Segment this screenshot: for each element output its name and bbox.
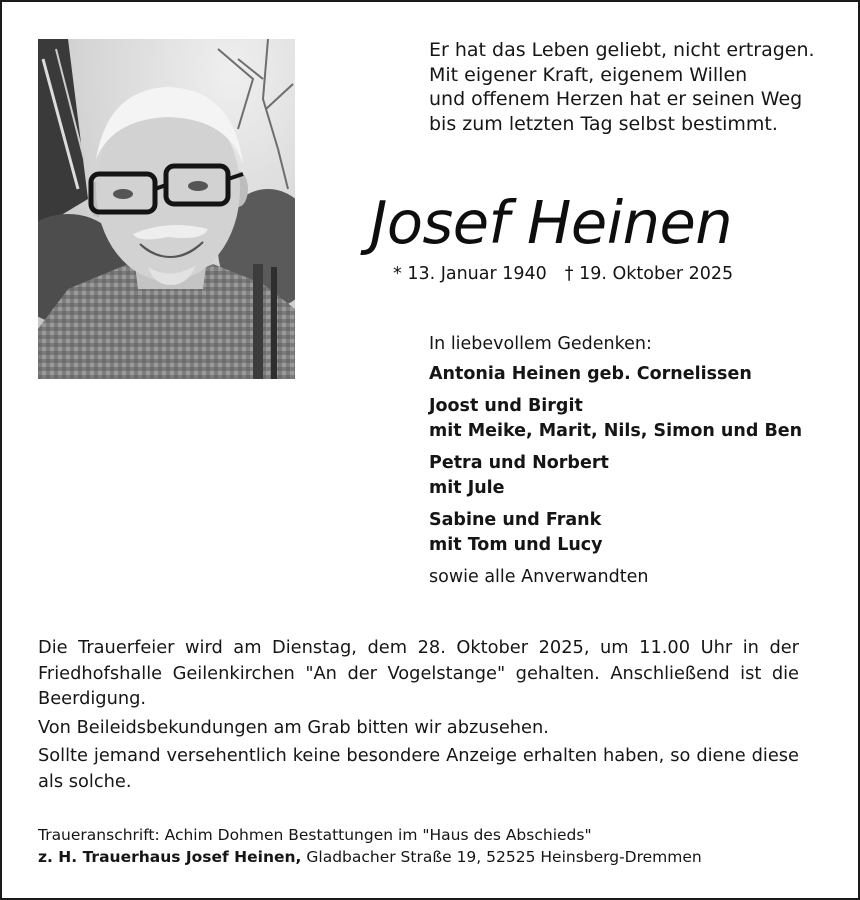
mourning-address	[38, 824, 818, 868]
motto-line: Mit eigener Kraft, eigenem Willen	[429, 63, 748, 86]
mourner-line: mit Tom und Lucy	[429, 535, 603, 555]
funeral-notices	[38, 635, 799, 797]
mourners-list	[429, 332, 839, 589]
mourners-intro: In liebevollem Gedenken:	[429, 334, 652, 354]
motto-line: bis zum letzten Tag selbst bestimmt.	[429, 112, 778, 135]
no-notice-text: Sollte jemand versehentlich keine besondere Anzeige erhalten haben, so diene diese als solche.	[38, 745, 799, 792]
mourner-line: Sabine und Frank	[429, 510, 602, 530]
mourner-line: Petra und Norbert	[429, 453, 609, 473]
motto-line: und offenem Herzen hat er seinen Weg	[429, 88, 803, 110]
portrait-photo	[38, 39, 295, 379]
birth-date: * 13. Januar 1940	[393, 264, 547, 284]
death-date: † 19. Oktober 2025	[564, 264, 734, 284]
funeral-service-text: Die Trauerfeier wird am Dienstag, dem 28. Oktober 2025, um 11.00 Uhr in der Friedhofshalle Geilenkirchen "An der Vogelstange" gehalten. Anschließend ist die Beerdigung.	[38, 637, 799, 709]
address-line-1: Traueranschrift: Achim Dohmen Bestattungen im "Haus des Abschieds"	[38, 826, 592, 844]
mourner-line: Joost und Birgit	[429, 396, 583, 416]
mourner-group	[429, 451, 839, 501]
mourners-closing: sowie alle Anverwandten	[429, 567, 649, 587]
mourner-line: mit Jule	[429, 478, 505, 498]
mourner-group	[429, 394, 839, 444]
life-dates	[393, 264, 733, 284]
condolences-text: Von Beileidsbekundungen am Grab bitten wir abzusehen.	[38, 716, 549, 738]
address-line-2	[38, 846, 818, 868]
mourner-line: Antonia Heinen geb. Cornelissen	[429, 364, 752, 384]
deceased-name: Josef Heinen	[370, 188, 733, 257]
mourner-group	[429, 508, 839, 558]
mourner-group	[429, 362, 839, 387]
address-recipient: z. H. Trauerhaus Josef Heinen,	[38, 848, 302, 866]
motto-line: Er hat das Leben geliebt, nicht ertragen.	[429, 39, 815, 61]
mourner-line: mit Meike, Marit, Nils, Simon und Ben	[429, 421, 803, 441]
motto-quote	[429, 38, 839, 136]
address-street: Gladbacher Straße 19, 52525 Heinsberg-Dremmen	[301, 848, 702, 866]
